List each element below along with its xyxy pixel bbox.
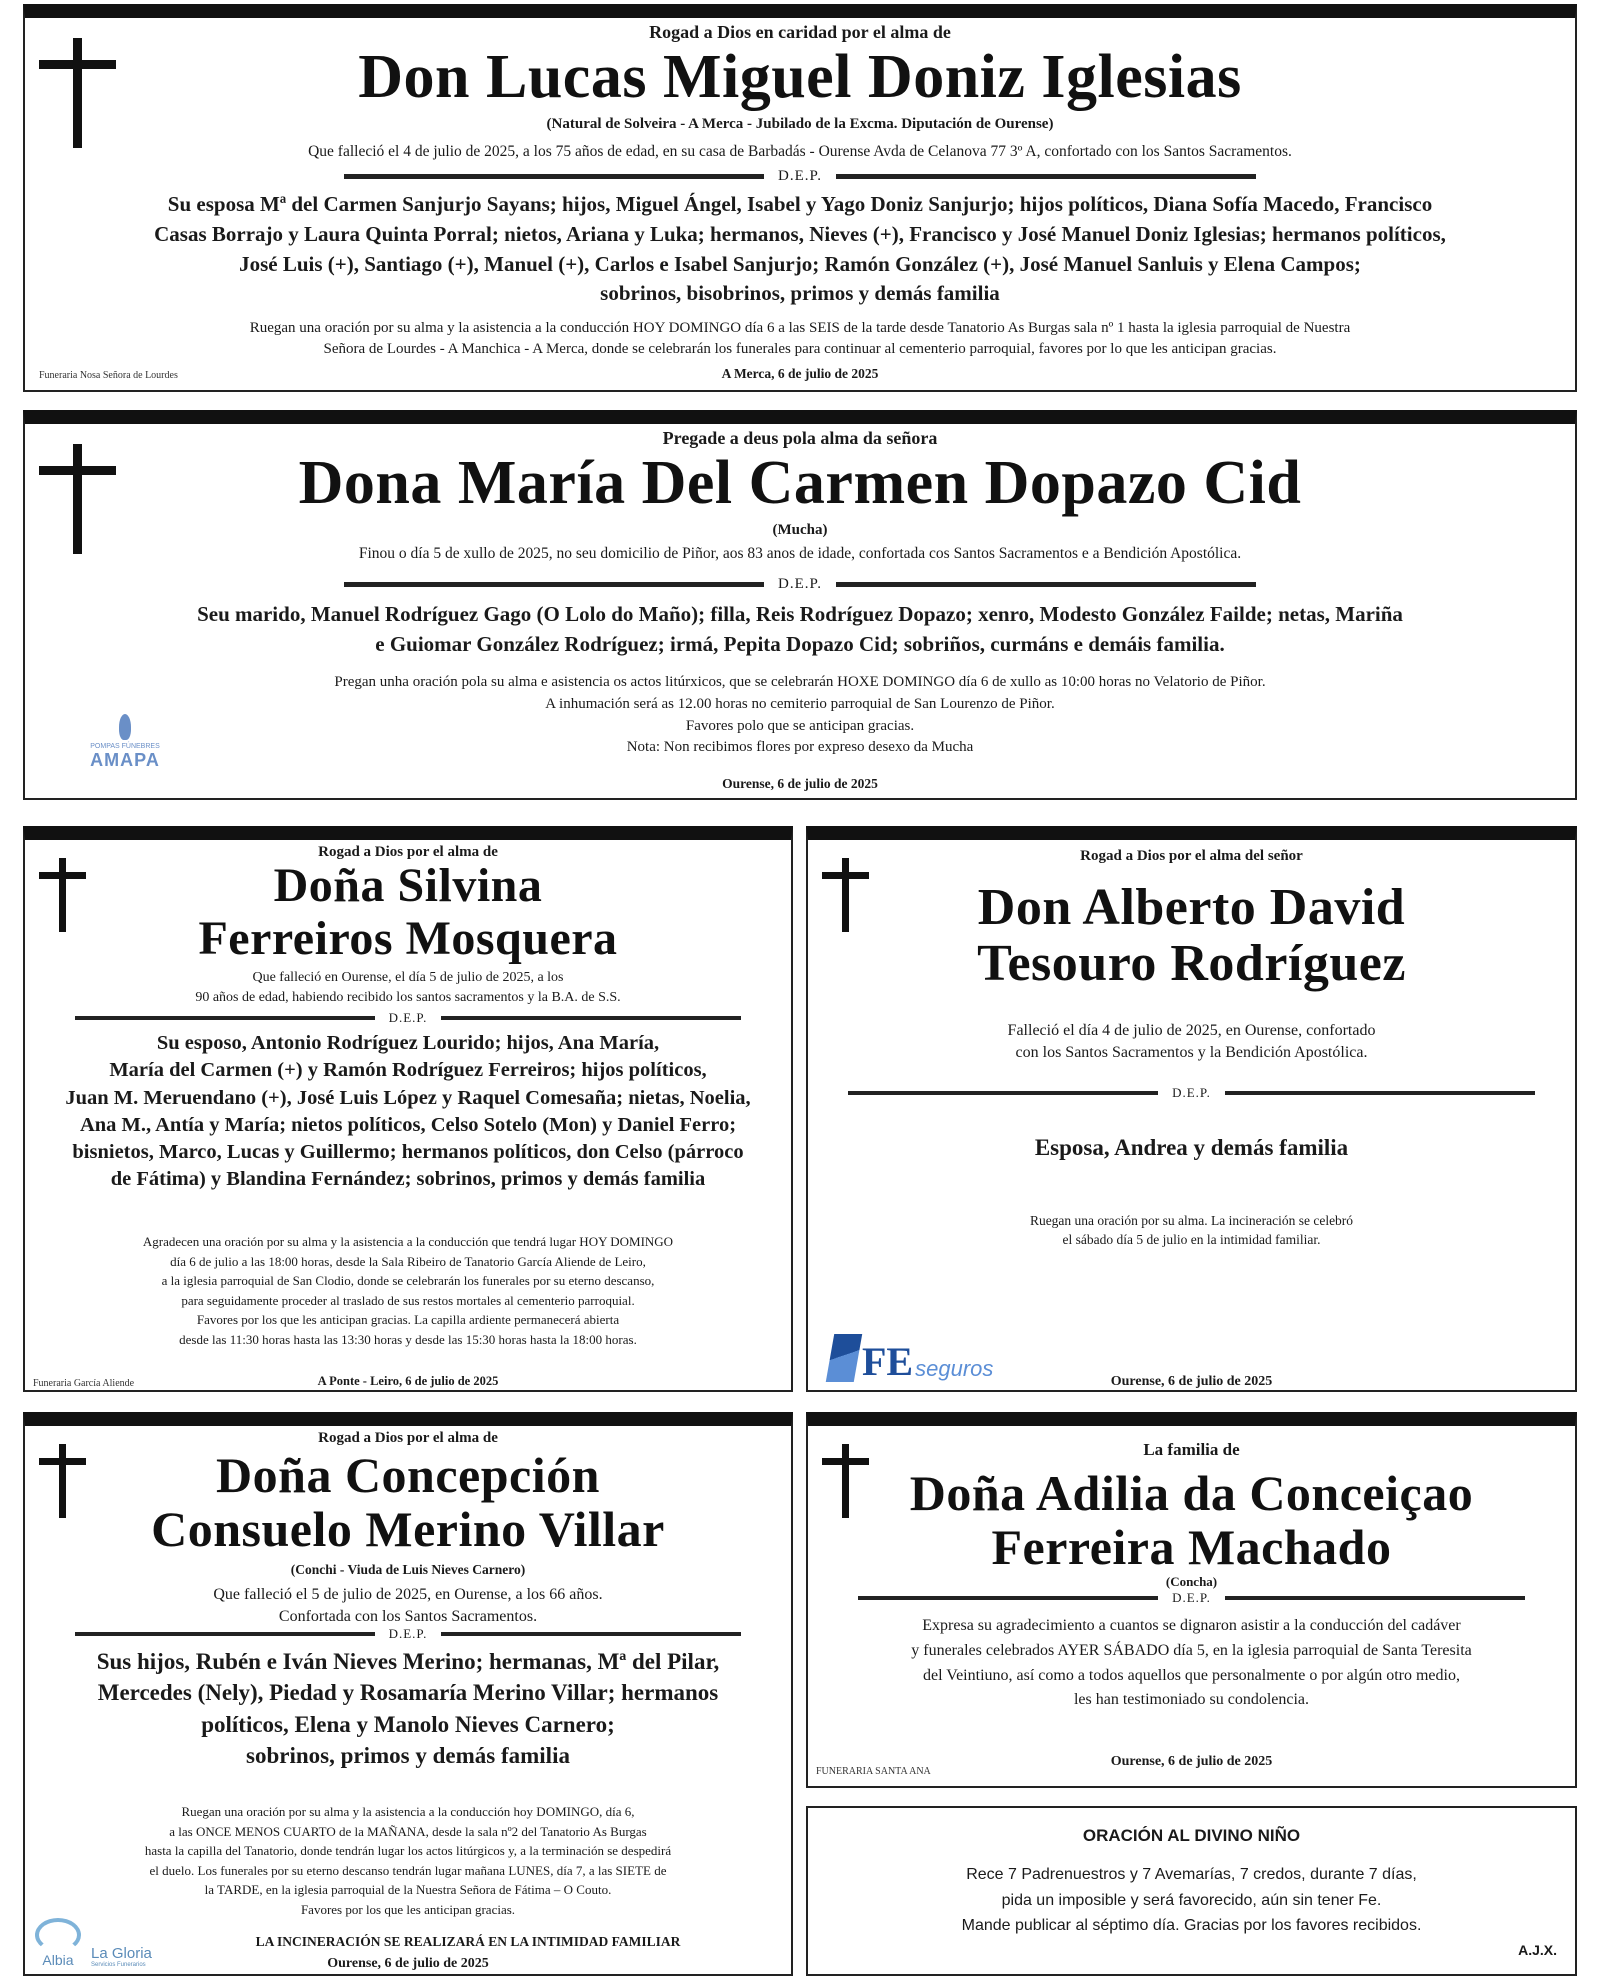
deceased-name: Don Alberto David Tesouro Rodríguez xyxy=(977,879,1406,993)
detail-line: y funerales celebrados AYER SÁBADO día 5, en la iglesia parroquial de Santa Teresita xyxy=(911,1641,1472,1659)
dep-label: D.E.P. xyxy=(778,576,822,592)
dep-label: D.E.P. xyxy=(388,1626,428,1641)
albia-wave-icon xyxy=(35,1918,81,1952)
prayer-signature: A.J.X. xyxy=(1518,1942,1557,1958)
family-list xyxy=(25,1646,791,1771)
detail-line: del Veintiuno, así como a todos aquellos que personalmente o por algún otro medio, xyxy=(923,1666,1460,1684)
fe-seguros-logo: FE seguros xyxy=(830,1334,993,1382)
family-line: Casas Borrajo y Laura Quinta Porral; nietos, Ariana y Luka; hermanos, Nieves (+), Francisco y José Manuel Doniz Iglesias; hermanos políticos, xyxy=(154,221,1446,246)
albia-la-gloria-logo: Albia La Gloria Servicios Funerarios xyxy=(35,1918,152,1968)
death-info: Que falleció en Ourense, el día 5 de julio de 2025, a los 90 años de edad, habiendo recibido los santos sacramentos y la B.A. de S.S. xyxy=(195,970,621,1005)
amapa-logo: POMPAS FÚNEBRES AMAPA xyxy=(65,714,185,771)
dep-label: D.E.P. xyxy=(388,1010,428,1025)
detail-line: a las ONCE MENOS CUARTO de la MAÑANA, desde la sala nº2 del Tanatorio As Burgas xyxy=(169,1823,647,1839)
family-line: Mercedes (Nely), Piedad y Rosamaría Merino Villar; hermanos xyxy=(97,1680,719,1706)
notice-date: Ourense, 6 de julio de 2025 xyxy=(722,776,878,791)
family-list xyxy=(25,190,1575,309)
funeral-home: Funeraria García Aliende xyxy=(33,1378,135,1389)
notice-date: Ourense, 6 de julio de 2025 xyxy=(1110,1374,1273,1389)
obituary-header: Rogad a Dios en caridad por el alma de xyxy=(649,22,951,42)
dep-divider xyxy=(808,1085,1575,1101)
family-line: de Fátima) y Blandina Fernández; sobrinos, primos y demás familia xyxy=(110,1168,706,1191)
dep-divider xyxy=(808,1590,1575,1606)
deceased-name: Doña Adilia da Conceiçao Ferreira Machado xyxy=(909,1465,1474,1575)
family-line: Su esposa Mª del Carmen Sanjurjo Sayans; hijos, Miguel Ángel, Isabel y Yago Doniz Sanjurjo; hijos políticos, Diana Sofía Macedo, Francisco xyxy=(167,192,1433,216)
family-line: Juan M. Meruendano (+), José Luis López y Raquel Comesaña; nietas, Noelia, xyxy=(65,1086,751,1109)
family-line: políticos, Elena y Manolo Nieves Carnero; xyxy=(201,1711,615,1737)
family-line: bisnietos, Marco, Lucas y Guillermo; hermanos políticos, don Celso (párroco xyxy=(72,1141,744,1163)
dep-label: D.E.P. xyxy=(1172,1085,1211,1100)
funeral-home: FUNERARIA SANTA ANA xyxy=(816,1766,931,1777)
prayer-line: Rece 7 Padrenuestros y 7 Avemarías, 7 credos, durante 7 días, xyxy=(966,1866,1417,1883)
death-info: Que falleció el 4 de julio de 2025, a los 75 años de edad, en su casa de Barbadás - Ourense Avda de Celanova 77 3º A, confortado con los Santos Sacramentos. xyxy=(308,143,1292,160)
family-line: Esposa, Andrea y demás familia xyxy=(1034,1135,1349,1160)
family-list xyxy=(25,600,1575,660)
obituary-header: Pregade a deus pola alma da señora xyxy=(662,428,938,448)
deceased-name: Doña Silvina Ferreiros Mosquera xyxy=(198,859,618,965)
detail-line: Pregan unha oración pola su alma e asistencia os actos litúrxicos, que se celebrarán HOXE DOMINGO día 6 de xullo as 10:00 horas no Velatorio de Piñor. xyxy=(334,674,1266,690)
dep-divider xyxy=(25,168,1575,185)
detail-line: desde las 11:30 horas hasta las 13:30 horas y desde las 15:30 horas hasta la 18:00 horas. xyxy=(179,1331,637,1347)
detail-line: Agradecen una oración por su alma y la asistencia a la conducción que tendrá lugar HOY DOMINGO xyxy=(142,1234,674,1249)
detail-line: Señora de Lourdes - A Manchica - A Merca, donde se celebrarán los funerales para continuar al cementerio parroquial, favores por lo que les anticipan gracias. xyxy=(323,341,1277,357)
detail-line: Ruegan una oración por su alma y la asistencia a la conducción HOY DOMINGO día 6 a las SEIS de la tarde desde Tanatorio As Burgas sala nº 1 hasta la iglesia parroquial de Nuestra xyxy=(249,320,1351,336)
ceremony-details xyxy=(25,672,1575,759)
prayer-title: ORACIÓN AL DIVINO NIÑO xyxy=(1082,1826,1301,1845)
deceased-name: Doña Concepción Consuelo Merino Villar xyxy=(151,1447,665,1557)
detail-line: hasta la capilla del Tanatorio, donde tendrán lugar los actos litúrgicos y, a la terminación se despedirá xyxy=(144,1843,672,1858)
obituary-concepcion-merino xyxy=(23,1412,793,1976)
prayer-divino-nino xyxy=(806,1806,1577,1976)
detail-line: Nota: Non recibimos flores por expreso desexo da Mucha xyxy=(626,739,974,756)
deceased-subtitle: (Mucha) xyxy=(772,522,828,538)
dep-divider xyxy=(25,1626,791,1642)
dep-divider xyxy=(25,576,1575,593)
dep-label: D.E.P. xyxy=(1172,1590,1211,1605)
notice-date: Ourense, 6 de julio de 2025 xyxy=(327,1956,489,1971)
obituary-header: Rogad a Dios por el alma de xyxy=(318,844,498,860)
family-line: sobrinos, bisobrinos, primos y demás familia xyxy=(600,281,1000,306)
dep-label: D.E.P. xyxy=(778,168,822,184)
prayer-text xyxy=(808,1862,1575,1939)
family-list xyxy=(25,1030,791,1194)
obituary-alberto-tesouro xyxy=(806,826,1577,1392)
detail-line: Favores por los que les anticipan gracias. La capilla ardiente permanecerá abierta xyxy=(196,1312,620,1327)
family-line: Seu marido, Manuel Rodríguez Gago (O Lolo do Maño); filla, Reis Rodríguez Dopazo; xenro, Modesto González Failde; netas, Mariña xyxy=(197,602,1403,626)
detail-line: la TARDE, en la iglesia parroquial de la Nuestra Señora de Fátima – O Couto. xyxy=(204,1882,612,1897)
ceremony-details xyxy=(808,1212,1575,1250)
detail-line: Expresa su agradecimiento a cuantos se dignaron asistir a la conducción del cadáver xyxy=(922,1617,1461,1634)
detail-line: les han testimoniado su condolencia. xyxy=(1073,1691,1310,1709)
death-info: Finou o día 5 de xullo de 2025, no seu domicilio de Piñor, aos 83 anos de idade, confortada cos Santos Sacramentos e a Bendición Apostólica. xyxy=(358,545,1242,562)
detail-line: para seguidamente proceder al traslado de sus restos mortales al cementerio parroquial. xyxy=(181,1292,635,1308)
death-info: Falleció el día 4 de julio de 2025, en Ourense, confortado con los Santos Sacramentos y la Bendición Apostólica. xyxy=(1007,1022,1376,1061)
detail-line: a la iglesia parroquial de San Clodio, donde se celebrarán los funerales por su eterno descanso, xyxy=(161,1273,655,1288)
ceremony-details xyxy=(25,1232,791,1349)
family-line: e Guiomar González Rodríguez; irmá, Pepita Dopazo Cid; sobriños, curmáns e demáis familia. xyxy=(375,631,1225,656)
obituary-adilia-ferreira xyxy=(806,1412,1577,1788)
deceased-subtitle: (Natural de Solveira - A Merca - Jubilado de la Excma. Diputación de Ourense) xyxy=(546,116,1054,132)
obituary-header: Rogad a Dios por el alma del señor xyxy=(1080,848,1303,864)
obituary-header: Rogad a Dios por el alma de xyxy=(318,1430,498,1446)
detail-line: Ruegan una oración por su alma y la asistencia a la conducción hoy DOMINGO, día 6, xyxy=(181,1804,635,1819)
detail-line: Favores polo que se anticipan gracias. xyxy=(685,717,915,734)
gratitude-text xyxy=(808,1614,1575,1713)
obituary-maria-dopazo xyxy=(23,410,1577,800)
deceased-name: Dona María Del Carmen Dopazo Cid xyxy=(298,449,1302,517)
deceased-subtitle: (Concha) xyxy=(1165,1574,1218,1589)
prayer-line: Mande publicar al séptimo día. Gracias por los favores recibidos. xyxy=(961,1917,1422,1935)
funeral-home: Funeraria Nosa Señora de Lourdes xyxy=(39,370,178,381)
detail-line: el sábado día 5 de julio en la intimidad familiar. xyxy=(1062,1231,1321,1247)
family-line: José Luis (+), Santiago (+), Manuel (+), Carlos e Isabel Sanjurjo; Ramón González (+), José Manuel Sanluis y Elena Campos; xyxy=(239,251,1361,276)
dep-divider xyxy=(25,1010,791,1026)
notice-date: A Merca, 6 de julio de 2025 xyxy=(721,366,879,381)
deceased-name: Don Lucas Miguel Doniz Iglesias xyxy=(358,43,1242,111)
family-line: María del Carmen (+) y Ramón Rodríguez Ferreiros; hijos políticos, xyxy=(109,1059,707,1082)
ceremony-details xyxy=(25,318,1575,360)
detail-line: día 6 de julio a las 18:00 horas, desde la Sala Ribeiro de Tanatorio García Aliende de Leiro, xyxy=(170,1253,646,1269)
detail-line: el duelo. Los funerales por su eterno descanso tendrán lugar mañana LUNES, día 7, a las SIETE de xyxy=(149,1862,667,1878)
prayer-line: pida un imposible y será favorecido, aún sin tener Fe. xyxy=(1001,1891,1382,1909)
notice-date: Ourense, 6 de julio de 2025 xyxy=(1110,1754,1273,1769)
family-line: Ana M., Antía y María; nietos políticos, Celso Sotelo (Mon) y Daniel Ferro; xyxy=(79,1113,737,1136)
deceased-subtitle: (Conchi - Viuda de Luis Nieves Carnero) xyxy=(290,1562,526,1577)
detail-line: Ruegan una oración por su alma. La incineración se celebró xyxy=(1029,1213,1354,1228)
ceremony-details xyxy=(25,1802,791,1919)
family-line: Sus hijos, Rubén e Iván Nieves Merino; hermanas, Mª del Pilar, xyxy=(96,1649,720,1674)
family-list xyxy=(808,1132,1575,1165)
death-info: Que falleció el 5 de julio de 2025, en Ourense, a los 66 años. Confortada con los Santos Sacramentos. xyxy=(213,1586,603,1625)
obituary-header: La familia de xyxy=(1143,1440,1240,1459)
family-line: Su esposo, Antonio Rodríguez Lourido; hijos, Ana María, xyxy=(156,1032,660,1054)
incineration-note: LA INCINERACIÓN SE REALIZARÁ EN LA INTIMIDAD FAMILIAR xyxy=(255,1934,681,1949)
detail-line: A inhumación será as 12.00 horas no cemiterio parroquial de San Lourenzo de Piñor. xyxy=(545,695,1055,712)
flame-icon xyxy=(119,714,131,740)
family-line: sobrinos, primos y demás familia xyxy=(246,1742,570,1768)
obituary-silvina-ferreiros xyxy=(23,826,793,1392)
detail-line: Favores por los que les anticipan gracias. xyxy=(300,1901,516,1917)
obituary-lucas-doniz xyxy=(23,4,1577,392)
notice-date: A Ponte - Leiro, 6 de julio de 2025 xyxy=(317,1374,499,1388)
